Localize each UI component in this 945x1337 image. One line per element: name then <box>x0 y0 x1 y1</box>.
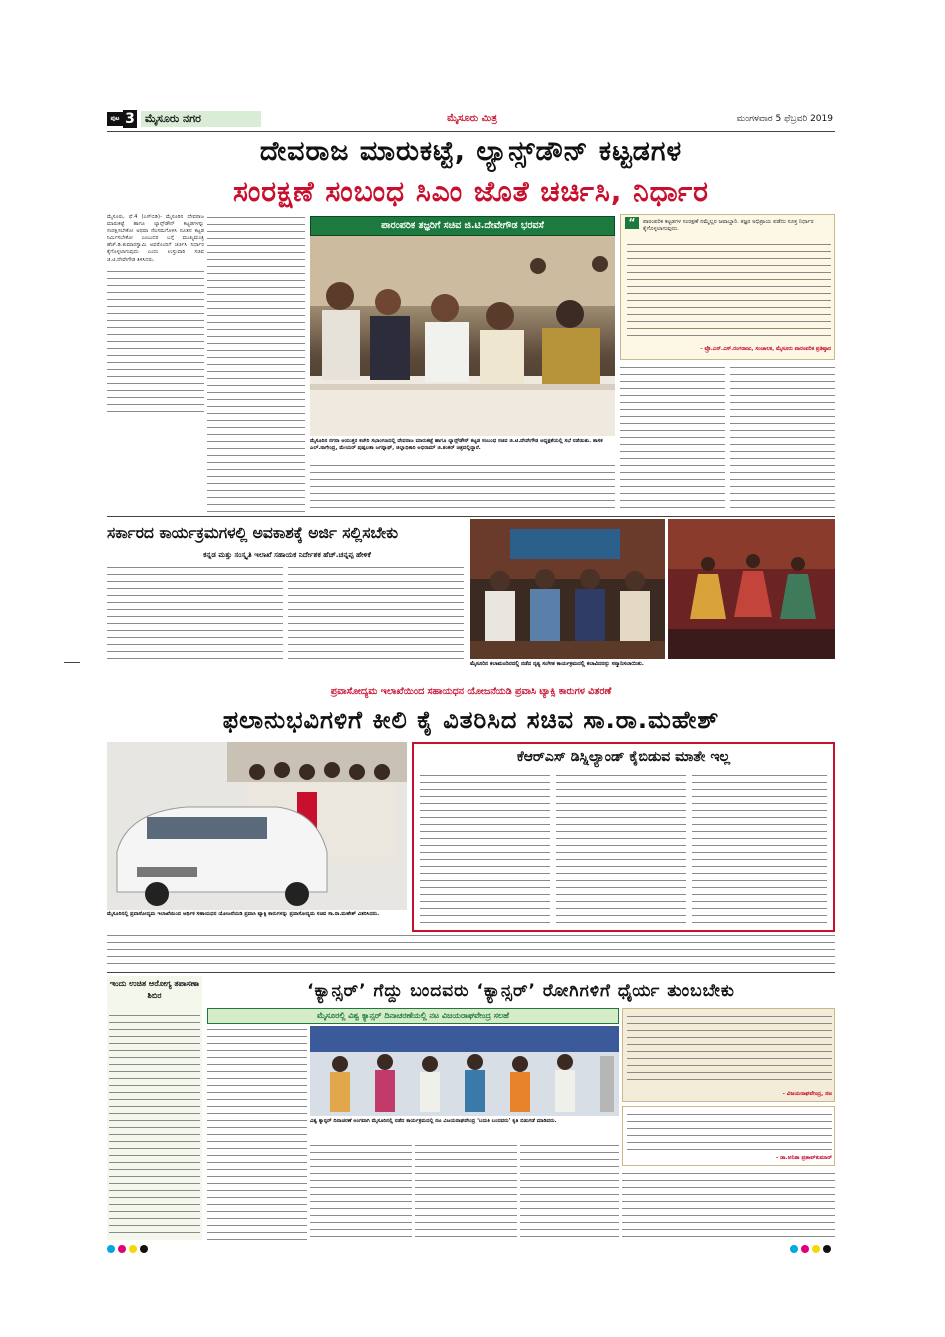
margin-mark <box>64 662 80 663</box>
story3-headline: ಫಲಾನುಭವಿಗಳಿಗೆ ಕೀಲಿ ಕೈ ವಿತರಿಸಿದ ಸಚಿವ ಸಾ.ರಾ.ಮಹೇಶ್ <box>222 706 720 734</box>
page-label <box>107 112 123 126</box>
health-camp-body <box>109 1012 200 1236</box>
lead-bottom-rule <box>107 516 835 517</box>
magenta-dot <box>801 1245 809 1253</box>
health-camp-title: ಇಂದು ಉಚಿತ ಆರೋಗ್ಯ ತಪಾಸಣಾ ಶಿಬಿರ <box>109 979 200 1000</box>
lead-body-col5 <box>730 364 835 514</box>
story4-photo <box>310 1026 619 1116</box>
lead-body-text <box>107 268 204 418</box>
krs-box-headline: ಕೆಆರ್‌ಎಸ್ ಡಿಸ್ನಿಲ್ಯಾಂಡ್ ಕೈಬಿಡುವ ಮಾತೇ ಇಲ್ಲ <box>516 749 731 765</box>
story4-quote-body-2 <box>627 1111 832 1151</box>
lead-quote-box <box>620 214 835 360</box>
story2-subhead: ಕನ್ನಡ ಮತ್ತು ಸಂಸ್ಕೃತಿ ಇಲಾಖೆ ಸಹಾಯಕ ನಿರ್ದೇಶಕ ಹೆಚ್.ಚನ್ನಪ್ಪ ಹೇಳಿಕೆ <box>203 550 371 559</box>
lead-body-col2 <box>207 214 305 514</box>
yellow-dot <box>129 1245 137 1253</box>
black-dot <box>140 1245 148 1253</box>
page-header <box>107 108 835 130</box>
cyan-dot <box>107 1245 115 1253</box>
lead-body-col4 <box>620 364 725 514</box>
krs-box-body-col2 <box>556 772 686 928</box>
krs-box <box>412 742 835 932</box>
lead-quote-attrib: - ಪ್ರೊ.ಎನ್.ಎಸ್.ರಂಗರಾಜು, ಸಂಚಾಲಕ, ಮೈಸೂರು ಪಾರಂಪರಿಕ ಪ್ರತಿಷ್ಠಾನ <box>700 346 831 352</box>
health-camp-box <box>107 976 202 1240</box>
lead-quote-body <box>627 241 831 341</box>
lead-headline-1: ದೇವರಾಜ ಮಾರುಕಟ್ಟೆ, ಲ್ಯಾನ್ಸ್‌ಡೌನ್ ಕಟ್ಟಡಗಳ <box>259 136 683 167</box>
krs-box-body-col3 <box>692 772 827 928</box>
taxi-handover-illustration <box>107 742 407 910</box>
story3-body <box>107 932 835 970</box>
lead-photo-banner-text: ಪಾರಂಪರಿಕ ತಜ್ಞರಿಗೆ ಸಚಿವ ಜಿ.ಟಿ.ದೇವೇಗೌಡ ಭರವಸೆ <box>381 220 544 231</box>
story4-body-col2 <box>310 1142 412 1240</box>
book-release-illustration <box>310 1026 619 1116</box>
dancers-illustration <box>668 519 835 659</box>
lead-body-under-photo <box>310 462 615 514</box>
page-label-text: ಪುಟ <box>110 115 120 122</box>
krs-box-body-col1 <box>420 772 550 928</box>
lead-photo <box>310 236 615 436</box>
registration-marks-left <box>107 1245 167 1255</box>
story2-headline: ಸರ್ಕಾರದ ಕಾರ್ಯಕ್ರಮಗಳಲ್ಲಿ ಅವಕಾಶಕ್ಕೆ ಅರ್ಜಿ ಸಲ್ಲಿಸಬೇಕು <box>107 524 399 542</box>
story4-body-col4 <box>520 1142 619 1240</box>
story3-photo <box>107 742 407 910</box>
lead-headline-2: ಸಂರಕ್ಷಣೆ ಸಂಬಂಧ ಸಿಎಂ ಜೊತೆ ಚರ್ಚಿಸಿ, ನಿರ್ಧಾರ <box>233 175 709 208</box>
lead-photo-banner <box>310 216 615 236</box>
story2-body-col1 <box>107 564 283 660</box>
lead-photo-caption: ಮೈಸೂರಿನ ನಗರಾ ಆಯುಕ್ತರ ಕಚೇರಿ ಸಭಾಂಗಣದಲ್ಲಿ ದೇವರಾಜ ಮಾರುಕಟ್ಟೆ ಹಾಗೂ ಲ್ಯಾನ್ಸ್‌ಡೌನ್ ಕಟ್ಟಡ ಸಂಬಂಧ ಸಚಿವ ಜಿ.ಟಿ.ದೇವೇಗೌಡ ಅಧ್ಯಕ್ಷತೆಯಲ್ಲಿ ಸಭೆ ನಡೆಯಿತು. ಶಾಸಕ ಎಲ್.ನಾಗೇಂದ್ರ, ಮೇಯರ್ ಪುಷ್ಪಲತಾ ಜಗನ್ನಾಥ್, ಜಿಲ್ಲಾಧಿಕಾರಿ ಅಭಿರಾಮ್ ಜಿ.ಶಂಕರ್ ಚಿತ್ರದಲ್ಲಿದ್ದಾರೆ. <box>310 438 603 452</box>
lead-dateline: ಮೈಸೂರು, ಫೆ.4 (ಎಸ್‌ಬಿಡಿ)- ಮೈಸೂರಿನ ದೇವರಾಜ ಮಾರುಕಟ್ಟೆ ಹಾಗೂ ಲ್ಯಾನ್ಸ್‌ಡೌನ್ ಕಟ್ಟಡಗಳನ್ನು ಸಂರಕ್ಷಿಸಬೇಕೋ ಅಥವಾ ನೆಲಸಮಗೊಳಿಸಿ ನೂತನ ಕಟ್ಟಡ ನಿರ್ಮಿಸಬೇಕೋ ಎಂಬುದರ ಬಗ್ಗೆ ಮುಖ್ಯಮಂತ್ರಿ ಹೆಚ್.ಡಿ.ಕುಮಾರಸ್ವಾಮಿ ಅವರೊಂದಿಗೆ ಚರ್ಚಿಸಿ ನಿರ್ಧಾರ ಕೈಗೊಳ್ಳಲಾಗುವುದು ಎಂದು ಉಸ್ತುವಾರಿ ಸಚಿವ ಜಿ.ಟಿ.ದೇವೇಗೌಡ ತಿಳಿಸಿದರು. <box>107 214 204 263</box>
masthead: ಮೈಸೂರು ಮಿತ್ರ <box>447 113 497 124</box>
page-number <box>123 110 137 128</box>
story2-photo-dancers <box>668 519 835 659</box>
header-rule <box>107 131 835 132</box>
honorees-illustration <box>470 519 665 659</box>
story4-quote-attrib-1: - ವಿಜಯರಾಘವೇಂದ್ರ, ನಟ <box>782 1091 832 1097</box>
black-dot <box>823 1245 831 1253</box>
story4-quote-box-2 <box>622 1106 835 1166</box>
page-number-text: 3 <box>125 111 135 127</box>
story4-quote-body-1 <box>627 1013 832 1085</box>
story4-body-col3 <box>415 1142 517 1240</box>
meeting-people-illustration <box>310 236 615 436</box>
lead-quote-text: ಪಾರಂಪರಿಕ ಕಟ್ಟಡಗಳ ಸಂರಕ್ಷಣೆ ನಮ್ಮೆಲ್ಲರ ಜವಾಬ್ದಾರಿ. ತಜ್ಞರ ಅಭಿಪ್ರಾಯ ಪಡೆದು ಸೂಕ್ತ ನಿರ್ಧಾರ ಕೈಗೊಳ್ಳಲಾಗುವುದು. <box>643 219 814 233</box>
story4-photo-caption: ವಿಶ್ವ ಕ್ಯಾನ್ಸರ್ ದಿನಾಚರಣೆ ಅಂಗವಾಗಿ ಮೈಸೂರಿನಲ್ಲಿ ನಡೆದ ಕಾರ್ಯಕ್ರಮದಲ್ಲಿ ನಟ ವಿಜಯರಾಘವೇಂದ್ರ ‘ಬದುಕಿ ಬಂದವರು’ ಕೃತಿ ಬಿಡುಗಡೆ ಮಾಡಿದರು. <box>310 1118 557 1124</box>
magenta-dot <box>118 1245 126 1253</box>
story4-headline: ‘ಕ್ಯಾನ್ಸರ್’ ಗೆದ್ದು ಬಂದವರು ‘ಕ್ಯಾನ್ಸರ್’ ರೋಗಿಗಳಿಗೆ ಧೈರ್ಯ ತುಂಬಬೇಕು <box>307 981 735 1001</box>
story4-quote-box-1 <box>622 1008 835 1102</box>
issue-date: ಮಂಗಳವಾರ 5 ಫೆಬ್ರವರಿ 2019 <box>736 114 833 124</box>
section-name: ಮೈಸೂರು ನಗರ <box>141 111 261 127</box>
story3-photo-caption: ಮೈಸೂರಿನಲ್ಲಿ ಪ್ರವಾಸೋದ್ಯಮ ಇಲಾಖೆಯಿಂದ ಆರ್ಥಿಕ ಸಹಾಯಧನ ಯೋಜನೆಯಡಿ ಪ್ರವಾಸಿ ಟ್ಯಾಕ್ಸಿ ಕಾರುಗಳನ್ನು ಪ್ರವಾಸೋದ್ಯಮ ಸಚಿವ ಸಾ.ರಾ.ಮಹೇಶ್ ವಿತರಿಸಿದರು. <box>107 911 380 917</box>
story4-body-col1 <box>207 1026 307 1240</box>
quote-mark-icon: “ <box>625 217 639 229</box>
yellow-dot <box>812 1245 820 1253</box>
story3-kicker: ಪ್ರವಾಸೋದ್ಯಮ ಇಲಾಖೆಯಿಂದ ಸಹಾಯಧನ ಯೋಜನೆಯಡಿ ಪ್ರವಾಸಿ ಟ್ಯಾಕ್ಸಿ ಕಾರುಗಳ ವಿತರಣೆ <box>330 686 612 697</box>
story4-banner-text: ಮೈಸೂರಲ್ಲಿ ವಿಶ್ವ ಕ್ಯಾನ್ಸರ್ ದಿನಾಚರಣೆಯಲ್ಲಿ ನಟ ವಿಜಯರಾಘವೇಂದ್ರ ಸಲಹೆ <box>317 1011 509 1020</box>
story4-body-col5 <box>622 1170 835 1240</box>
story4-banner <box>207 1008 619 1024</box>
registration-marks-right <box>790 1245 838 1255</box>
story4-quote-attrib-2: - ಡಾ.ಅನಿತಾ ಪ್ರತಾಪ್‌ಕುಮಾರ್ <box>775 1155 832 1161</box>
story2-photo-honorees <box>470 519 665 659</box>
story2-photo-caption: ಮೈಸೂರಿನ ಕಲಾಮಂದಿರದಲ್ಲಿ ನಡೆದ ನೃತ್ಯ ಸಂಗೀತ ಕಾರ್ಯಕ್ರಮದಲ್ಲಿ ಕಲಾವಿದರನ್ನು ಸನ್ಮಾನಿಸಲಾಯಿತು. <box>470 661 644 667</box>
story3-bottom-rule <box>107 972 835 973</box>
story2-body-col2 <box>288 564 464 660</box>
lead-body-col1 <box>107 214 204 514</box>
cyan-dot <box>790 1245 798 1253</box>
